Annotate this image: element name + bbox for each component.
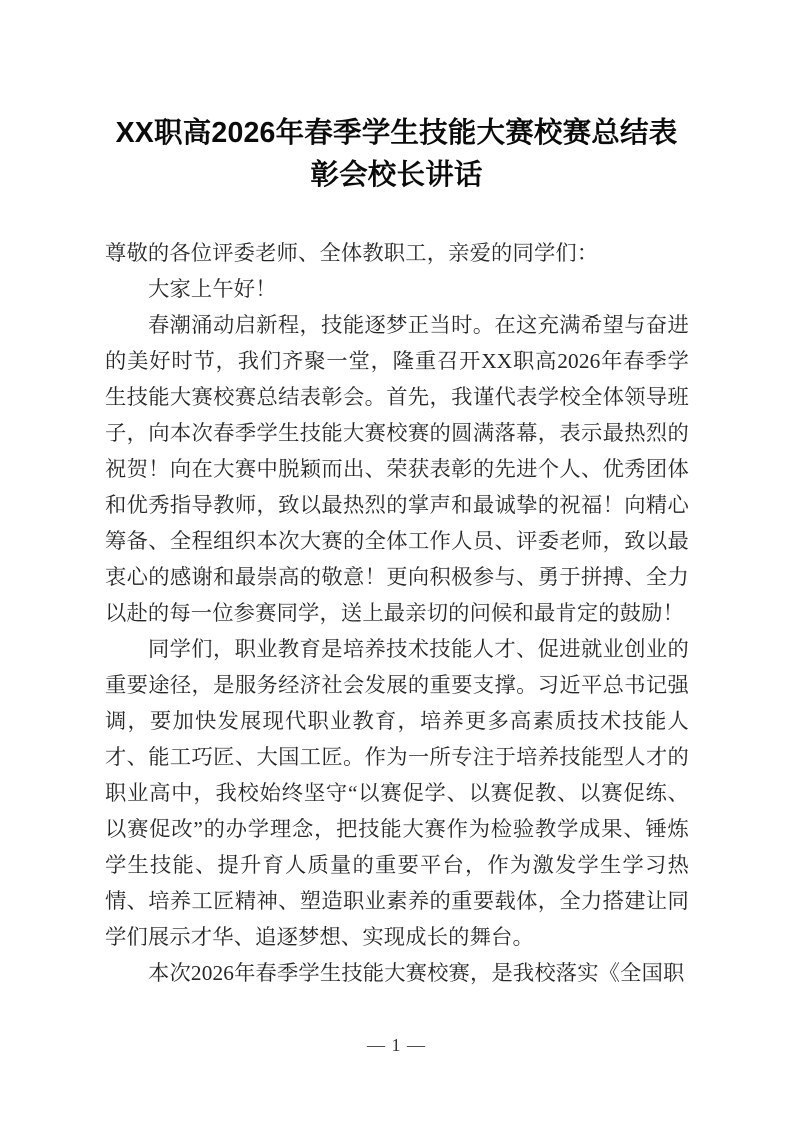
paragraph-salutation: 尊敬的各位评委老师、全体教职工，亲爱的同学们： [105, 241, 599, 265]
document-body [105, 235, 689, 991]
paragraph-opening-congratulations: 春潮涌动启新程，技能逐梦正当时。在这充满希望与奋进的美好时节，我们齐聚一堂，隆重召开XX职高2026年春季学生技能大赛校赛总结表彰会。首先，我谨代表学校全体领导班子，向本次春季学生技能大赛校赛的圆满落幕，表示最热烈的祝贺！向在大赛中脱颖而出、荣获表彰的先进个人、优秀团体和优秀指导教师，致以最热烈的掌声和最诚挚的祝福！向精心筹备、全程组织本次大赛的全体工作人员、评委老师，致以最衷心的感谢和最崇高的敬意！更向积极参与、勇于拼搏、全力以赴的每一位参赛同学，送上最亲切的问候和最肯定的鼓励！ [105, 313, 689, 625]
paragraph-vocational-education-significance: 同学们，职业教育是培养技术技能人才、促进就业创业的重要途径，是服务经济社会发展的重要支撑。习近平总书记强调，要加快发展现代职业教育，培养更多高素质技术技能人才、能工巧匠、大国工匠。作为一所专注于培养技能型人才的职业高中，我校始终坚守“以赛促学、以赛促教、以赛促练、以赛促改”的办学理念，把技能大赛作为检验教学成果、锤炼学生技能、提升育人质量的重要平台，作为激发学生学习热情、培养工匠精神、塑造职业素养的重要载体，全力搭建让同学们展示才华、追逐梦想、实现成长的舞台。 [105, 637, 689, 949]
paragraph-competition-context: 本次2026年春季学生技能大赛校赛，是我校落实《全国职 [148, 961, 685, 985]
page-number: — 1 — [367, 1035, 426, 1055]
paragraph-greeting: 大家上午好！ [148, 277, 277, 301]
page-title: XX职高2026年春季学生技能大赛校赛总结表彰会校长讲话 [115, 117, 678, 191]
